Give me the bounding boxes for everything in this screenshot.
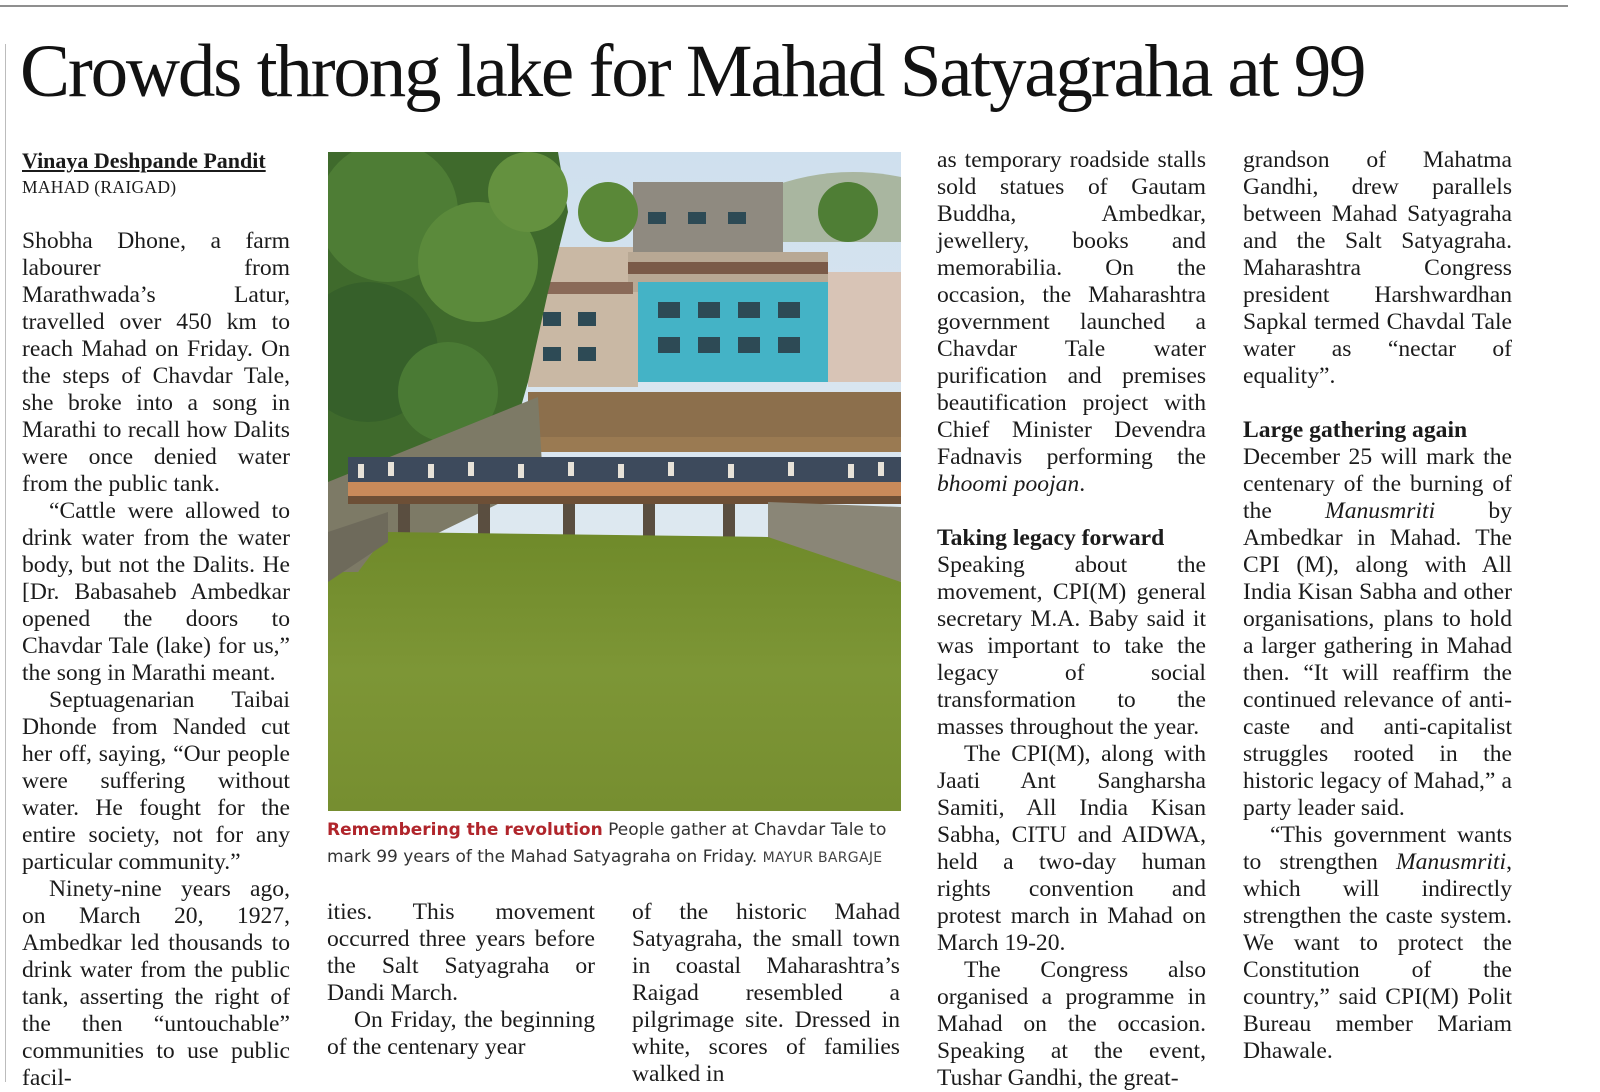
lake-photo (328, 152, 901, 811)
paragraph: “This government wants to strengthen Manusmriti, which will indirectly strengthen the caste system. We want to protect the Constitution of the country,” said CPI(M) Polit Bureau member Mariam Dhawale. (1243, 822, 1512, 1064)
paragraph: On Friday, the beginning of the centenary year (327, 1007, 595, 1060)
dateline: MAHAD (RAIGAD) (22, 177, 177, 197)
paragraph: Speaking about the movement, CPI(M) general secretary M.A. Baby said it was important to take the legacy of social transformation to the masses throughout the year. (937, 552, 1206, 740)
subhead: Large gathering again (1243, 417, 1468, 443)
paragraph: Shobha Dhone, a farm labourer from Marathwada’s Latur, travelled over 450 km to reach Mahad on Friday. On the steps of Chavdar Tale, she broke into a song in Marathi to recall how Dalits were once denied water from the public tank. (22, 228, 290, 497)
paragraph: as temporary roadside stalls sold statues of Gautam Buddha, Ambedkar, jewellery, books and memorabilia. On the occasion, the Maharashtra government launched a Chavdar Tale water purification and premises beautification project with Chief Minister Devendra Fadnavis performing the bhoomi poojan. (937, 147, 1206, 497)
article-column-3 (632, 899, 900, 1088)
article-column-1 (22, 147, 290, 1092)
photo-caption (327, 817, 907, 872)
article-column-4 (937, 147, 1206, 1092)
caption-head: Remembering the revolution (327, 820, 603, 840)
paragraph: grandson of Mahatma Gandhi, drew parallels between Mahad Satyagraha and the Salt Satyagraha. Maharashtra Congress president Harshwardhan Sapkal termed Chavdal Tale water as “nectar of equality”. (1243, 147, 1512, 389)
paragraph: Ninety-nine years ago, on March 20, 1927, Ambedkar led thousands to drink water from the public tank, asserting the right of the then “untouchable” communities to use public facil- (22, 876, 290, 1091)
paragraph: December 25 will mark the centenary of the burning of the Manusmriti by Ambedkar in Mahad. The CPI (M), along with All India Kisan Sabha and other organisations, plans to hold a larger gathering in Mahad then. “It will reaffirm the continued relevance of anti-caste and anti-capitalist struggles rooted in the historic legacy of Mahad,” a party leader said. (1243, 444, 1512, 821)
photo-credit: MAYUR BARGAJE (762, 850, 883, 866)
caption-text: People gather at Chavdar Tale to mark 99 years of the Mahad Satyagraha on Friday. (327, 820, 887, 867)
article-column-2 (327, 899, 595, 1061)
top-rule (0, 5, 1568, 7)
paragraph: Septuagenarian Taibai Dhonde from Nanded cut her off, saying, “Our people were suffering without water. He fought for the entire society, not for any particular community.” (22, 687, 290, 875)
headline: Crowds throng lake for Mahad Satyagraha at 99 (20, 30, 1365, 113)
paragraph: ities. This movement occurred three years before the Salt Satyagraha or Dandi March. (327, 899, 595, 1006)
paragraph: of the historic Mahad Satyagraha, the small town in coastal Maharashtra’s Raigad resembled a pilgrimage site. Dressed in white, scores of families walked in (632, 899, 900, 1087)
paragraph: “Cattle were allowed to drink water from the water body, but not the Dalits. He [Dr. Babasaheb Ambedkar opened the doors to Chavdar Tale (lake) for us,” the song in Marathi meant. (22, 498, 290, 686)
left-rule (5, 44, 6, 1082)
article-column-5 (1243, 147, 1512, 1065)
byline[interactable]: Vinaya Deshpande Pandit (22, 148, 266, 173)
paragraph: The CPI(M), along with Jaati Ant Sangharsha Samiti, All India Kisan Sabha, CITU and AIDWA, held a two-day human rights convention and protest march in Mahad on March 19-20. (937, 741, 1206, 956)
subhead: Taking legacy forward (937, 525, 1165, 551)
paragraph: The Congress also organised a programme in Mahad on the occasion. Speaking at the event, Tushar Gandhi, the great- (937, 957, 1206, 1091)
